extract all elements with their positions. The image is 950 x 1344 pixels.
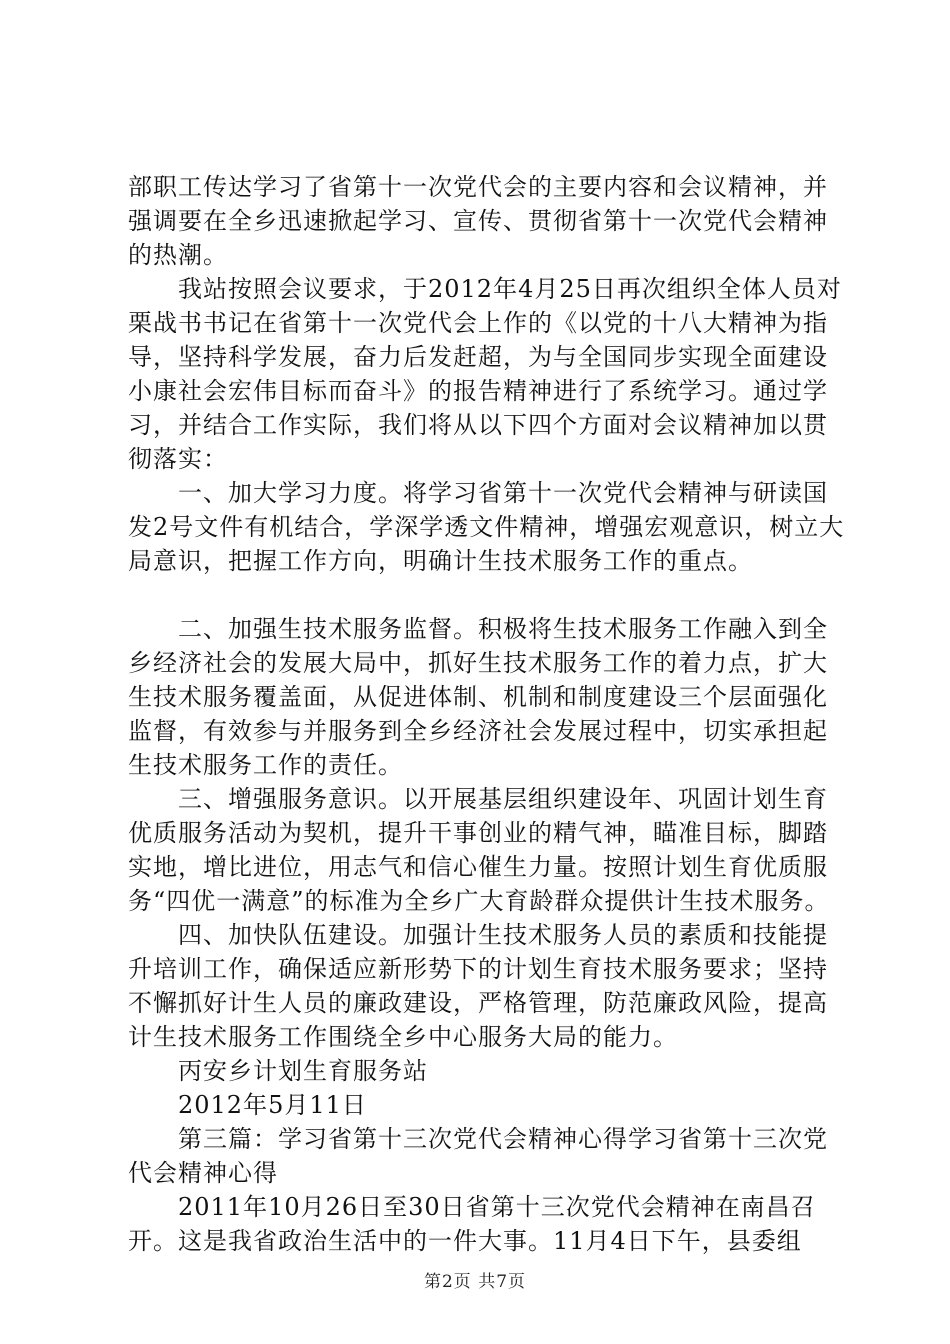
- paragraph-study-arrangement: 我站按照会议要求，于2012年4月25日再次组织全体人员对栗战书书记在省第十一次党代会上作的《以党的十八大精神为指导，坚持科学发展，奋力后发赶超，为与全国同步实现全面建设小康社会宏伟目标而奋斗》的报告精神进行了系统学习。通过学习，并结合工作实际，我们将从以下四个方面对会议精神加以贯彻落实：: [128, 275, 842, 473]
- paragraph-point-four: 四、加快队伍建设。加强计生技术服务人员的素质和技能提升培训工作，确保适应新形势下的计划生育技术服务要求；坚持不懈抓好计生人员的廉政建设，严格管理，防范廉政风险，提高计生技术服务工作围绕全乡中心服务大局的能力。: [128, 921, 828, 1051]
- paragraph-point-one: 一、加大学习力度。将学习省第十一次党代会精神与研读国发2号文件有机结合，学深学透文件精神，增强宏观意识，树立大局意识，把握工作方向，明确计生技术服务工作的重点。: [128, 479, 845, 575]
- document-body: [128, 170, 848, 1258]
- section-title: 第三篇：学习省第十三次党代会精神心得学习省第十三次党代会精神心得: [128, 1125, 828, 1187]
- paragraph-point-two: 二、加强生技术服务监督。积极将生技术服务工作融入到全乡经济社会的发展大局中，抓好生技术服务工作的着力点，扩大生技术服务覆盖面，从促进体制、机制和制度建设三个层面强化监督，有效参与并服务到全乡经济社会发展过程中，切实承担起生技术服务工作的责任。: [128, 615, 828, 779]
- signature-date: 2012年5月11日: [178, 1091, 367, 1119]
- paragraph-continuation: 部职工传达学习了省第十一次党代会的主要内容和会议精神，并强调要在全乡迅速掀起学习、宣传、贯彻省第十一次党代会精神的热潮。: [128, 173, 828, 269]
- paragraph-closing: 2011年10月26日至30日省第十三次党代会精神在南昌召开。这是我省政治生活中的一件大事。11月4日下午，县委组: [128, 1193, 816, 1255]
- paragraph-point-three: 三、增强服务意识。以开展基层组织建设年、巩固计划生育优质服务活动为契机，提升干事创业的精气神，瞄准目标，脚踏实地，增比进位，用志气和信心催生力量。按照计划生育优质服务“四优一满意”的标准为全乡广大育龄群众提供计生技术服务。: [128, 785, 830, 915]
- signature-organization: 丙安乡计划生育服务站: [178, 1057, 428, 1085]
- page-footer: 第2页 共7页: [423, 1272, 527, 1292]
